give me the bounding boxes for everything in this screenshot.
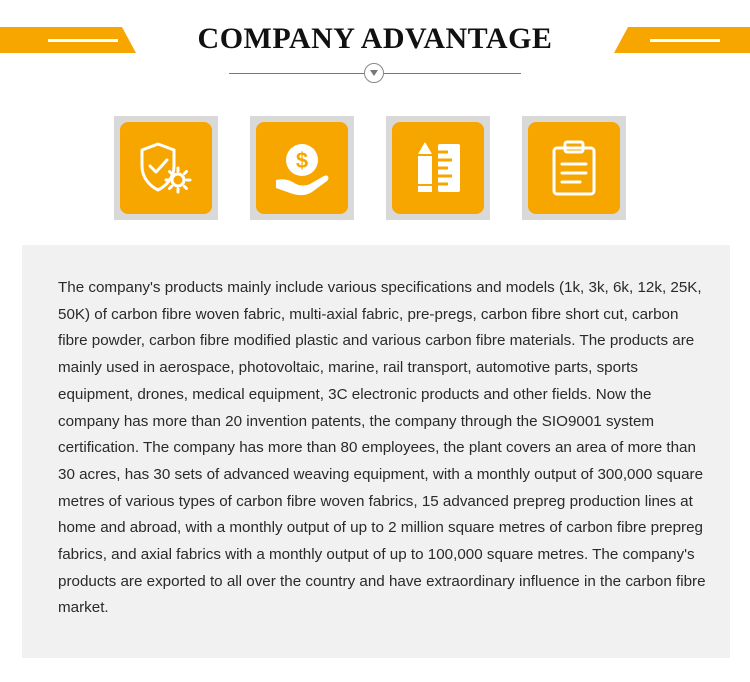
feature-tile-design bbox=[386, 116, 490, 220]
pencil-ruler-icon bbox=[392, 122, 484, 214]
description-panel bbox=[22, 245, 730, 658]
feature-tile-service bbox=[522, 116, 626, 220]
company-description: The company's products mainly include various specifications and models (1k, 3k, 6k, 12k, 25K, 50K) of carbon fibre woven fabric, multi-axial fabric, pre-pregs, carbon fibre short cut, carbon fibre powder, carbon fibre modified plastic and various carbon fibre materials. The products are mainly used in aerospace, photovoltaic, marine, rail transport, automotive parts, sports equipment, drones, medical equipment, 3C electronic products and other fields. Now the company has more than 20 invention patents, the company through the SIO9001 system certification. The company has more than 80 employees, the plant covers an area of more than 30 acres, has 30 sets of advanced weaving equipment, with a monthly output of 300,000 square metres of various types of carbon fibre woven fabrics, 15 advanced prepreg production lines at home and abroad, with a monthly output of up to 2 million square metres of carbon fibre prepreg fabrics, and axial fabrics with a monthly output of up to 100,000 square metres. The company's products are exported to all over the country and have extraordinary influence in the carbon fibre market. bbox=[58, 279, 706, 617]
chevron-down-icon bbox=[364, 63, 384, 83]
hand-dollar-icon bbox=[256, 122, 348, 214]
feature-tile-price bbox=[250, 116, 354, 220]
page-title: COMPANY ADVANTAGE bbox=[197, 22, 553, 55]
feature-tile-quality bbox=[114, 116, 218, 220]
clipboard-icon bbox=[528, 122, 620, 214]
svg-text:$: $ bbox=[295, 148, 309, 173]
shield-check-gear-icon bbox=[120, 122, 212, 214]
